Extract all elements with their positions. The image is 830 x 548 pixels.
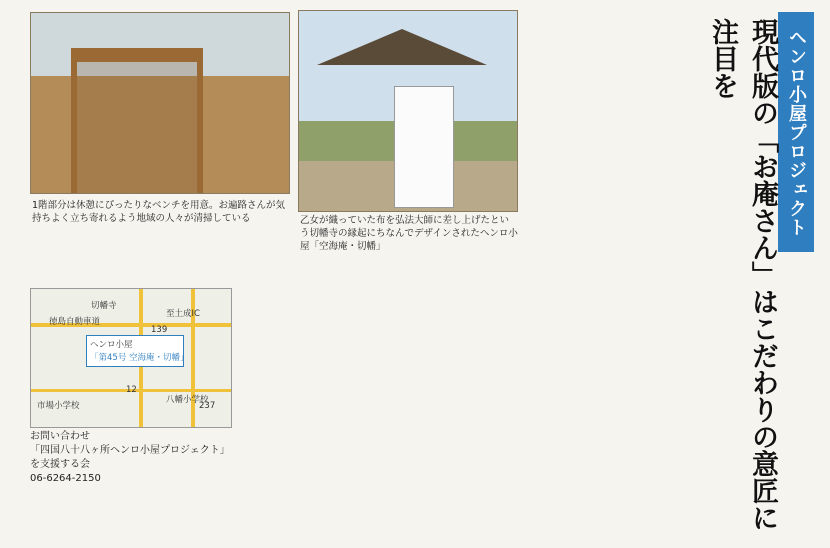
map-label-hut-name: 「第45号 空海庵・切幡」 [90, 353, 189, 363]
hut-white-panel [394, 86, 454, 208]
section-tag: ヘンロ小屋プロジェクト [778, 12, 814, 252]
access-map [30, 288, 232, 428]
photo-henro-hut-exterior [298, 10, 518, 212]
headline: 現代版の「お庵さん」はこだわりの意匠に注目を [707, 18, 778, 531]
map-label-ic: 至土成IC [166, 309, 200, 319]
map-label-route-237: 237 [199, 401, 216, 411]
contact-heading: お問い合わせ [30, 431, 90, 442]
body-text-area [232, 290, 792, 530]
photo-rest-hut-interior [30, 12, 290, 194]
contact-phone: 06-6264-2150 [30, 473, 101, 484]
caption-photo-2: 乙女が織っていた布を弘法大師に差し上げたという切幡寺の縁起にちなんでデザインされたヘンロ小屋「空海庵・切幡」 [300, 215, 518, 252]
map-label-school-1: 市場小学校 [37, 401, 80, 411]
hut-roof [317, 29, 487, 65]
map-label-hut: ヘンロ小屋 [90, 340, 133, 350]
caption-photo-1: 1階部分は休憩にぴったりなベンチを用意。お遍路さんが気持ちよく立ち寄れるよう地域の人々が清掃している [32, 200, 286, 224]
hut-frame [71, 48, 203, 194]
map-label-route-12: 12 [126, 385, 137, 395]
map-label-school-2: 八幡小学校 [166, 395, 209, 405]
map-hut-box [86, 335, 189, 367]
map-label-expressway: 徳島自動車道 [49, 317, 101, 327]
map-label-route-139: 139 [151, 325, 168, 335]
contact-org: 「四国八十八ヶ所ヘンロ小屋プロジェクト」を支援する会 [30, 445, 230, 470]
contact-box [30, 430, 230, 486]
map-label-kirihataji: 切幡寺 [91, 301, 117, 311]
